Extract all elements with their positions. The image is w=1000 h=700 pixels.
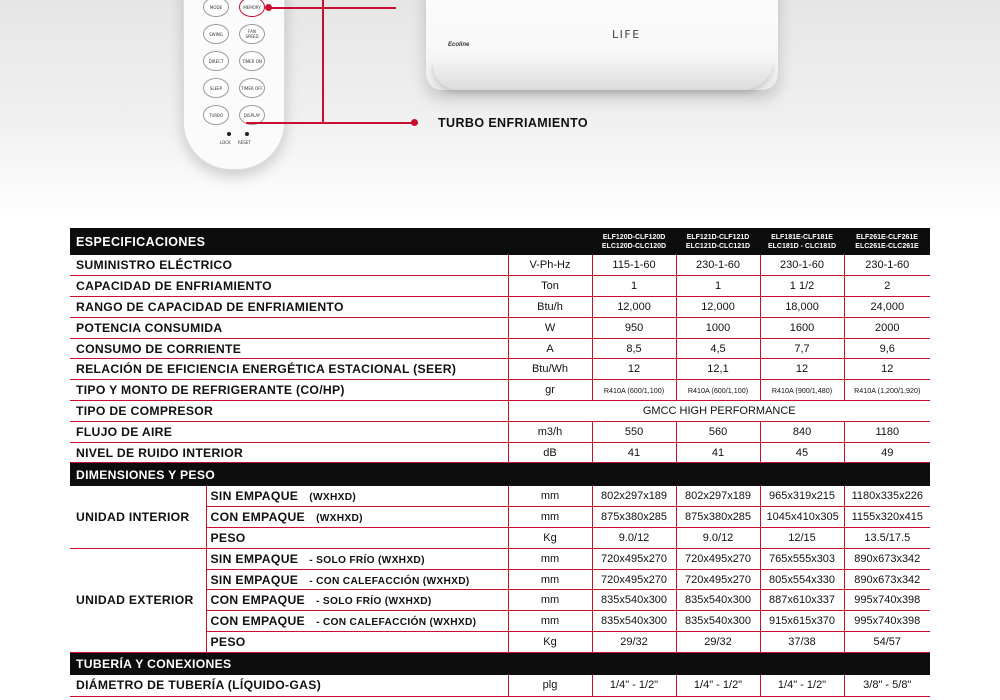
- row-value: 12,000: [592, 297, 676, 318]
- table-row: [70, 317, 930, 338]
- row-value: 37/38: [760, 632, 844, 653]
- lock-label: LOCK: [220, 140, 231, 145]
- row-value: 13.5/17.5: [844, 528, 930, 549]
- row-value: 4,5: [676, 338, 760, 359]
- row-label: CONSUMO DE CORRIENTE: [70, 338, 508, 359]
- row-unit: mm: [508, 548, 592, 569]
- remote-button: TURBO: [203, 105, 229, 125]
- row-value: 41: [676, 442, 760, 463]
- row-value: 1600: [760, 317, 844, 338]
- row-value: 1/4" - 1/2": [592, 675, 676, 696]
- row-value: 230-1-60: [676, 255, 760, 276]
- table-header: [70, 228, 930, 255]
- connector-line: [322, 0, 324, 124]
- section-title: DIMENSIONES Y PESO: [70, 463, 930, 486]
- row-value: 720x495x270: [676, 548, 760, 569]
- row-label: POTENCIA CONSUMIDA: [70, 317, 508, 338]
- row-label: RANGO DE CAPACIDAD DE ENFRIAMIENTO: [70, 297, 508, 318]
- group-label: UNIDAD EXTERIOR: [70, 548, 206, 652]
- sub-row-label: [206, 611, 508, 632]
- sub-label-note: (WXHXD): [316, 513, 363, 525]
- row-value: 802x297x189: [592, 486, 676, 507]
- air-conditioner-vent: [431, 62, 774, 90]
- row-value: 1 1/2: [760, 276, 844, 297]
- row-unit: mm: [508, 569, 592, 590]
- row-value: 41: [592, 442, 676, 463]
- row-value: 2: [844, 276, 930, 297]
- row-unit: gr: [508, 380, 592, 401]
- sub-label-main: SIN EMPAQUE: [210, 489, 299, 504]
- reset-label: RESET: [238, 140, 251, 145]
- section-title: TUBERÍA Y CONEXIONES: [70, 652, 930, 675]
- row-value: 9.0/12: [592, 528, 676, 549]
- row-value: 1: [676, 276, 760, 297]
- row-unit: Btu/Wh: [508, 359, 592, 380]
- sub-label-note: - SOLO FRÍO (WXHXD): [316, 596, 432, 608]
- row-value: 560: [676, 421, 760, 442]
- row-value: 720x495x270: [592, 569, 676, 590]
- row-value: 802x297x189: [676, 486, 760, 507]
- remote-button: MEMORY: [239, 0, 265, 17]
- row-value: 890x673x342: [844, 569, 930, 590]
- sub-label-note: - CON CALEFACCIÓN (WXHXD): [309, 575, 470, 587]
- header-title: ESPECIFICACIONES: [70, 228, 592, 255]
- row-value: 840: [760, 421, 844, 442]
- sub-row-label: [206, 507, 508, 528]
- row-value: 1045x410x305: [760, 507, 844, 528]
- row-unit: V-Ph-Hz: [508, 255, 592, 276]
- row-value: 24,000: [844, 297, 930, 318]
- table-row: [70, 421, 930, 442]
- row-value: 12/15: [760, 528, 844, 549]
- remote-button: MODE: [203, 0, 229, 17]
- row-unit: A: [508, 338, 592, 359]
- row-unit: Ton: [508, 276, 592, 297]
- model-name: ELF181E-CLF181E ELC181D - CLC181D: [760, 228, 844, 255]
- row-value: 805x554x330: [760, 569, 844, 590]
- row-value: 12: [844, 359, 930, 380]
- series-logo: LIFE: [612, 28, 641, 41]
- specifications-table: [70, 228, 930, 697]
- row-label: RELACIÓN DE EFICIENCIA ENERGÉTICA ESTACIONAL (SEER): [70, 359, 508, 380]
- remote-button: SWING: [203, 24, 229, 44]
- row-value: 835x540x300: [676, 611, 760, 632]
- remote-button: TIMER OFF: [239, 78, 265, 98]
- row-value: 1000: [676, 317, 760, 338]
- table-row: [70, 297, 930, 318]
- brand-logo: Ecoline: [448, 42, 470, 48]
- model-name: ELF121D-CLF121D ELC121D-CLC121D: [676, 228, 760, 255]
- row-value: 18,000: [760, 297, 844, 318]
- connector-dot: [411, 119, 418, 126]
- row-value: 875x380x285: [676, 507, 760, 528]
- sub-label-note: (WXHXD): [309, 492, 357, 504]
- turbo-callout: TURBO ENFRIAMIENTO: [438, 116, 589, 130]
- row-value: 995x740x398: [844, 611, 930, 632]
- row-value: 765x555x303: [760, 548, 844, 569]
- row-unit: mm: [508, 611, 592, 632]
- model-name: ELF261E-CLF261E ELC261E-CLC261E: [844, 228, 930, 255]
- product-hero: [0, 0, 1000, 218]
- row-value: 12: [760, 359, 844, 380]
- row-label: TIPO Y MONTO DE REFRIGERANTE (CO/HP): [70, 380, 508, 401]
- row-value: 54/57: [844, 632, 930, 653]
- sub-label-main: CON EMPAQUE: [210, 510, 305, 525]
- sub-label-main: PESO: [210, 634, 246, 649]
- reset-button-icon: [245, 132, 249, 136]
- row-label: SUMINISTRO ELÉCTRICO: [70, 255, 508, 276]
- row-value: 2000: [844, 317, 930, 338]
- row-value: R410A (900/1,480): [760, 380, 844, 401]
- row-unit: dB: [508, 442, 592, 463]
- row-value: GMCC HIGH PERFORMANCE: [508, 401, 930, 422]
- connector-dot: [265, 4, 272, 11]
- row-value: 230-1-60: [844, 255, 930, 276]
- row-value: 720x495x270: [676, 569, 760, 590]
- remote-button: SLEEP: [203, 78, 229, 98]
- row-value: 3/8" - 5/8": [844, 675, 930, 696]
- row-unit: Btu/h: [508, 297, 592, 318]
- sub-row-label: [206, 590, 508, 611]
- remote-button: FAN SPEED: [239, 24, 265, 44]
- row-value: 115-1-60: [592, 255, 676, 276]
- sub-row-label: [206, 528, 508, 549]
- row-value: 230-1-60: [760, 255, 844, 276]
- sub-row-label: [206, 569, 508, 590]
- row-value: 49: [844, 442, 930, 463]
- row-value: 8,5: [592, 338, 676, 359]
- table-row: [70, 675, 930, 696]
- row-unit: W: [508, 317, 592, 338]
- row-value: 965x319x215: [760, 486, 844, 507]
- row-value: 720x495x270: [592, 548, 676, 569]
- group-label: UNIDAD INTERIOR: [70, 486, 206, 548]
- table-row: [70, 401, 930, 422]
- row-unit: mm: [508, 590, 592, 611]
- sub-label-main: SIN EMPAQUE: [210, 572, 299, 587]
- lock-button-icon: [227, 132, 231, 136]
- row-unit: m3/h: [508, 421, 592, 442]
- sub-row-label: [206, 548, 508, 569]
- remote-button: DISPLAY: [239, 105, 265, 125]
- section-header: [70, 463, 930, 486]
- row-value: R410A (600/1,100): [676, 380, 760, 401]
- row-value: 1180: [844, 421, 930, 442]
- row-unit: plg: [508, 675, 592, 696]
- table-row: [70, 380, 930, 401]
- row-value: 7,7: [760, 338, 844, 359]
- row-value: 890x673x342: [844, 548, 930, 569]
- connector-line: [246, 122, 414, 124]
- row-value: 29/32: [592, 632, 676, 653]
- table-row: [70, 338, 930, 359]
- row-value: 835x540x300: [592, 611, 676, 632]
- row-value: 12,1: [676, 359, 760, 380]
- row-value: 995x740x398: [844, 590, 930, 611]
- section-header: [70, 652, 930, 675]
- row-value: R410A (1,200/1,920): [844, 380, 930, 401]
- row-value: 887x610x337: [760, 590, 844, 611]
- row-unit: Kg: [508, 528, 592, 549]
- sub-label-note: - CON CALEFACCIÓN (WXHXD): [316, 617, 477, 629]
- table-row: [70, 442, 930, 463]
- row-label: DIÁMETRO DE TUBERÍA (LÍQUIDO-GAS): [70, 675, 508, 696]
- row-value: 9,6: [844, 338, 930, 359]
- row-value: 875x380x285: [592, 507, 676, 528]
- sub-label-main: SIN EMPAQUE: [210, 551, 299, 566]
- row-value: 1/4" - 1/2": [760, 675, 844, 696]
- sub-row-label: [206, 632, 508, 653]
- row-unit: Kg: [508, 632, 592, 653]
- row-value: 550: [592, 421, 676, 442]
- connector-line: [268, 7, 396, 9]
- remote-control-image: [183, 0, 285, 170]
- row-value: 1180x335x226: [844, 486, 930, 507]
- sub-label-main: CON EMPAQUE: [210, 593, 305, 608]
- model-name: ELF120D-CLF120D ELC120D-CLC120D: [592, 228, 676, 255]
- row-label: CAPACIDAD DE ENFRIAMIENTO: [70, 276, 508, 297]
- remote-button: DIRECT: [203, 51, 229, 71]
- row-value: 12: [592, 359, 676, 380]
- sub-label-note: - SOLO FRÍO (WXHXD): [309, 554, 425, 566]
- row-value: 45: [760, 442, 844, 463]
- table-row: [70, 548, 930, 569]
- row-value: 835x540x300: [676, 590, 760, 611]
- row-label: TIPO DE COMPRESOR: [70, 401, 508, 422]
- row-value: 1155x320x415: [844, 507, 930, 528]
- row-value: 1: [592, 276, 676, 297]
- row-label: FLUJO DE AIRE: [70, 421, 508, 442]
- row-unit: mm: [508, 486, 592, 507]
- sub-label-main: CON EMPAQUE: [210, 614, 305, 629]
- table-row: [70, 255, 930, 276]
- row-value: 29/32: [676, 632, 760, 653]
- remote-button: TIMER ON: [239, 51, 265, 71]
- row-unit: mm: [508, 507, 592, 528]
- row-value: 950: [592, 317, 676, 338]
- row-value: 12,000: [676, 297, 760, 318]
- row-value: 1/4" - 1/2": [676, 675, 760, 696]
- row-value: 835x540x300: [592, 590, 676, 611]
- sub-row-label: [206, 486, 508, 507]
- table-row: [70, 276, 930, 297]
- table-row: [70, 486, 930, 507]
- row-value: R410A (600/1,100): [592, 380, 676, 401]
- sub-label-main: PESO: [210, 530, 246, 545]
- row-value: 9.0/12: [676, 528, 760, 549]
- row-label: NIVEL DE RUIDO INTERIOR: [70, 442, 508, 463]
- row-value: 915x615x370: [760, 611, 844, 632]
- table-row: [70, 359, 930, 380]
